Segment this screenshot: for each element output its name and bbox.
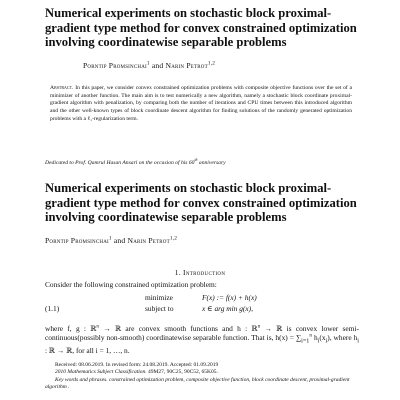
para-sum-sub: i=1 <box>301 338 310 345</box>
para-text-2: → ℝ are convex smooth functions and h : ℝ <box>99 324 258 333</box>
footnote-msc-label: 2010 Mathematics Subject Classification. <box>55 369 147 376</box>
footnote-keywords <box>45 377 360 392</box>
para-text-6: ), where h <box>327 333 358 342</box>
para-text-7: : ℝ → ℝ, for all i = 1, …, n. <box>45 346 130 356</box>
para-sub-i3: i <box>357 338 359 345</box>
footnote-kw-text: constrained optimization problem, composite objective function, block coordinate descent, proximal-gradient algorithm . <box>45 376 350 391</box>
abstract <box>50 85 352 124</box>
abstract-text: In this paper, we consider convex constrained optimization problems with composite objective functions over the set of a minimizer of another function. The main aim is to test numerically a new algorithm, namely a stochastic block coordinate proximal-gradient algorithm with penalization, by comparing both the number of iterations and CPU times between this introduced algorithm and the other well-known types of block coordinate descent algorithm for finding solutions of the randomly generated optimization problems with a ℓ₁-regularization term. <box>50 85 353 122</box>
body-paragraph <box>45 324 359 355</box>
footnote-msc <box>45 369 360 376</box>
cover-title: Numerical experiments on stochastic block proximal-gradient type method for convex constrained optimization involving coordinatewise separable problems <box>45 6 357 49</box>
footnote-msc-codes: 49M27, 90C25, 90C52, 65K05. <box>146 369 218 376</box>
footnote-received: Received: 08.06.2019. In revised form: 24.08.2019. Accepted: 01.09.2019 <box>55 362 219 368</box>
para-sup-2: n <box>257 323 261 330</box>
dedication-sup: th <box>194 158 198 163</box>
author-1: Porntip Promsinchai <box>83 61 147 70</box>
equation-row1-label: minimize <box>145 293 173 302</box>
paper-author-2-affil: 1,2 <box>169 235 178 242</box>
para-text-4: h <box>311 333 318 342</box>
equation-row2-expr: x ∈ arg min g(x), <box>202 304 253 313</box>
paper-author-1: Porntip Promsinchai <box>45 236 109 245</box>
equation-row1-expr: F(x) := f(x) + h(x) <box>202 293 257 302</box>
para-sub-i: i <box>317 338 320 345</box>
dedication-text: Dedicated to Prof. Qamrul Hasan Ansari on the occasion of his 60 <box>45 160 195 166</box>
para-text-3: → ℝ is convex lower semi-continuous(possibly non-smooth) coordinatewise separable function. That is, h(x) = ∑ <box>45 324 359 342</box>
intro-sentence: Consider the following constrained optimization problem: <box>45 280 217 289</box>
footnotes <box>45 362 360 392</box>
dedication <box>45 160 226 166</box>
para-text-1: where f, g : ℝ <box>45 324 97 333</box>
equation-number: (1.1) <box>45 304 60 313</box>
footnote-kw-label: Key words and phrases. <box>55 376 108 383</box>
author-and: and <box>151 61 164 70</box>
dedication-suffix: anniversary <box>197 160 226 166</box>
paper-title: Numerical experiments on stochastic block proximal-gradient type method for convex constrained optimization involving coordinatewise separable problems <box>45 181 357 224</box>
section-heading: 1. Introduction <box>174 268 226 277</box>
paper-author-and: and <box>113 236 126 245</box>
paper-author-1-affil: 1 <box>108 235 112 242</box>
abstract-label: Abstract. <box>50 85 74 91</box>
para-sup-1: n <box>96 323 99 330</box>
para-sub-i2: i <box>325 338 328 345</box>
author-2: Narin Petrot <box>165 61 208 70</box>
cover-authors <box>83 61 215 70</box>
equation-row2-label: subject to <box>145 304 174 313</box>
author-2-affil: 1,2 <box>207 60 216 67</box>
author-1-affil: 1 <box>146 60 150 67</box>
paper-author-2: Narin Petrot <box>127 236 170 245</box>
paper-authors <box>45 236 177 245</box>
para-sum-sup: n <box>309 332 312 339</box>
para-text-5: (x <box>319 333 326 342</box>
